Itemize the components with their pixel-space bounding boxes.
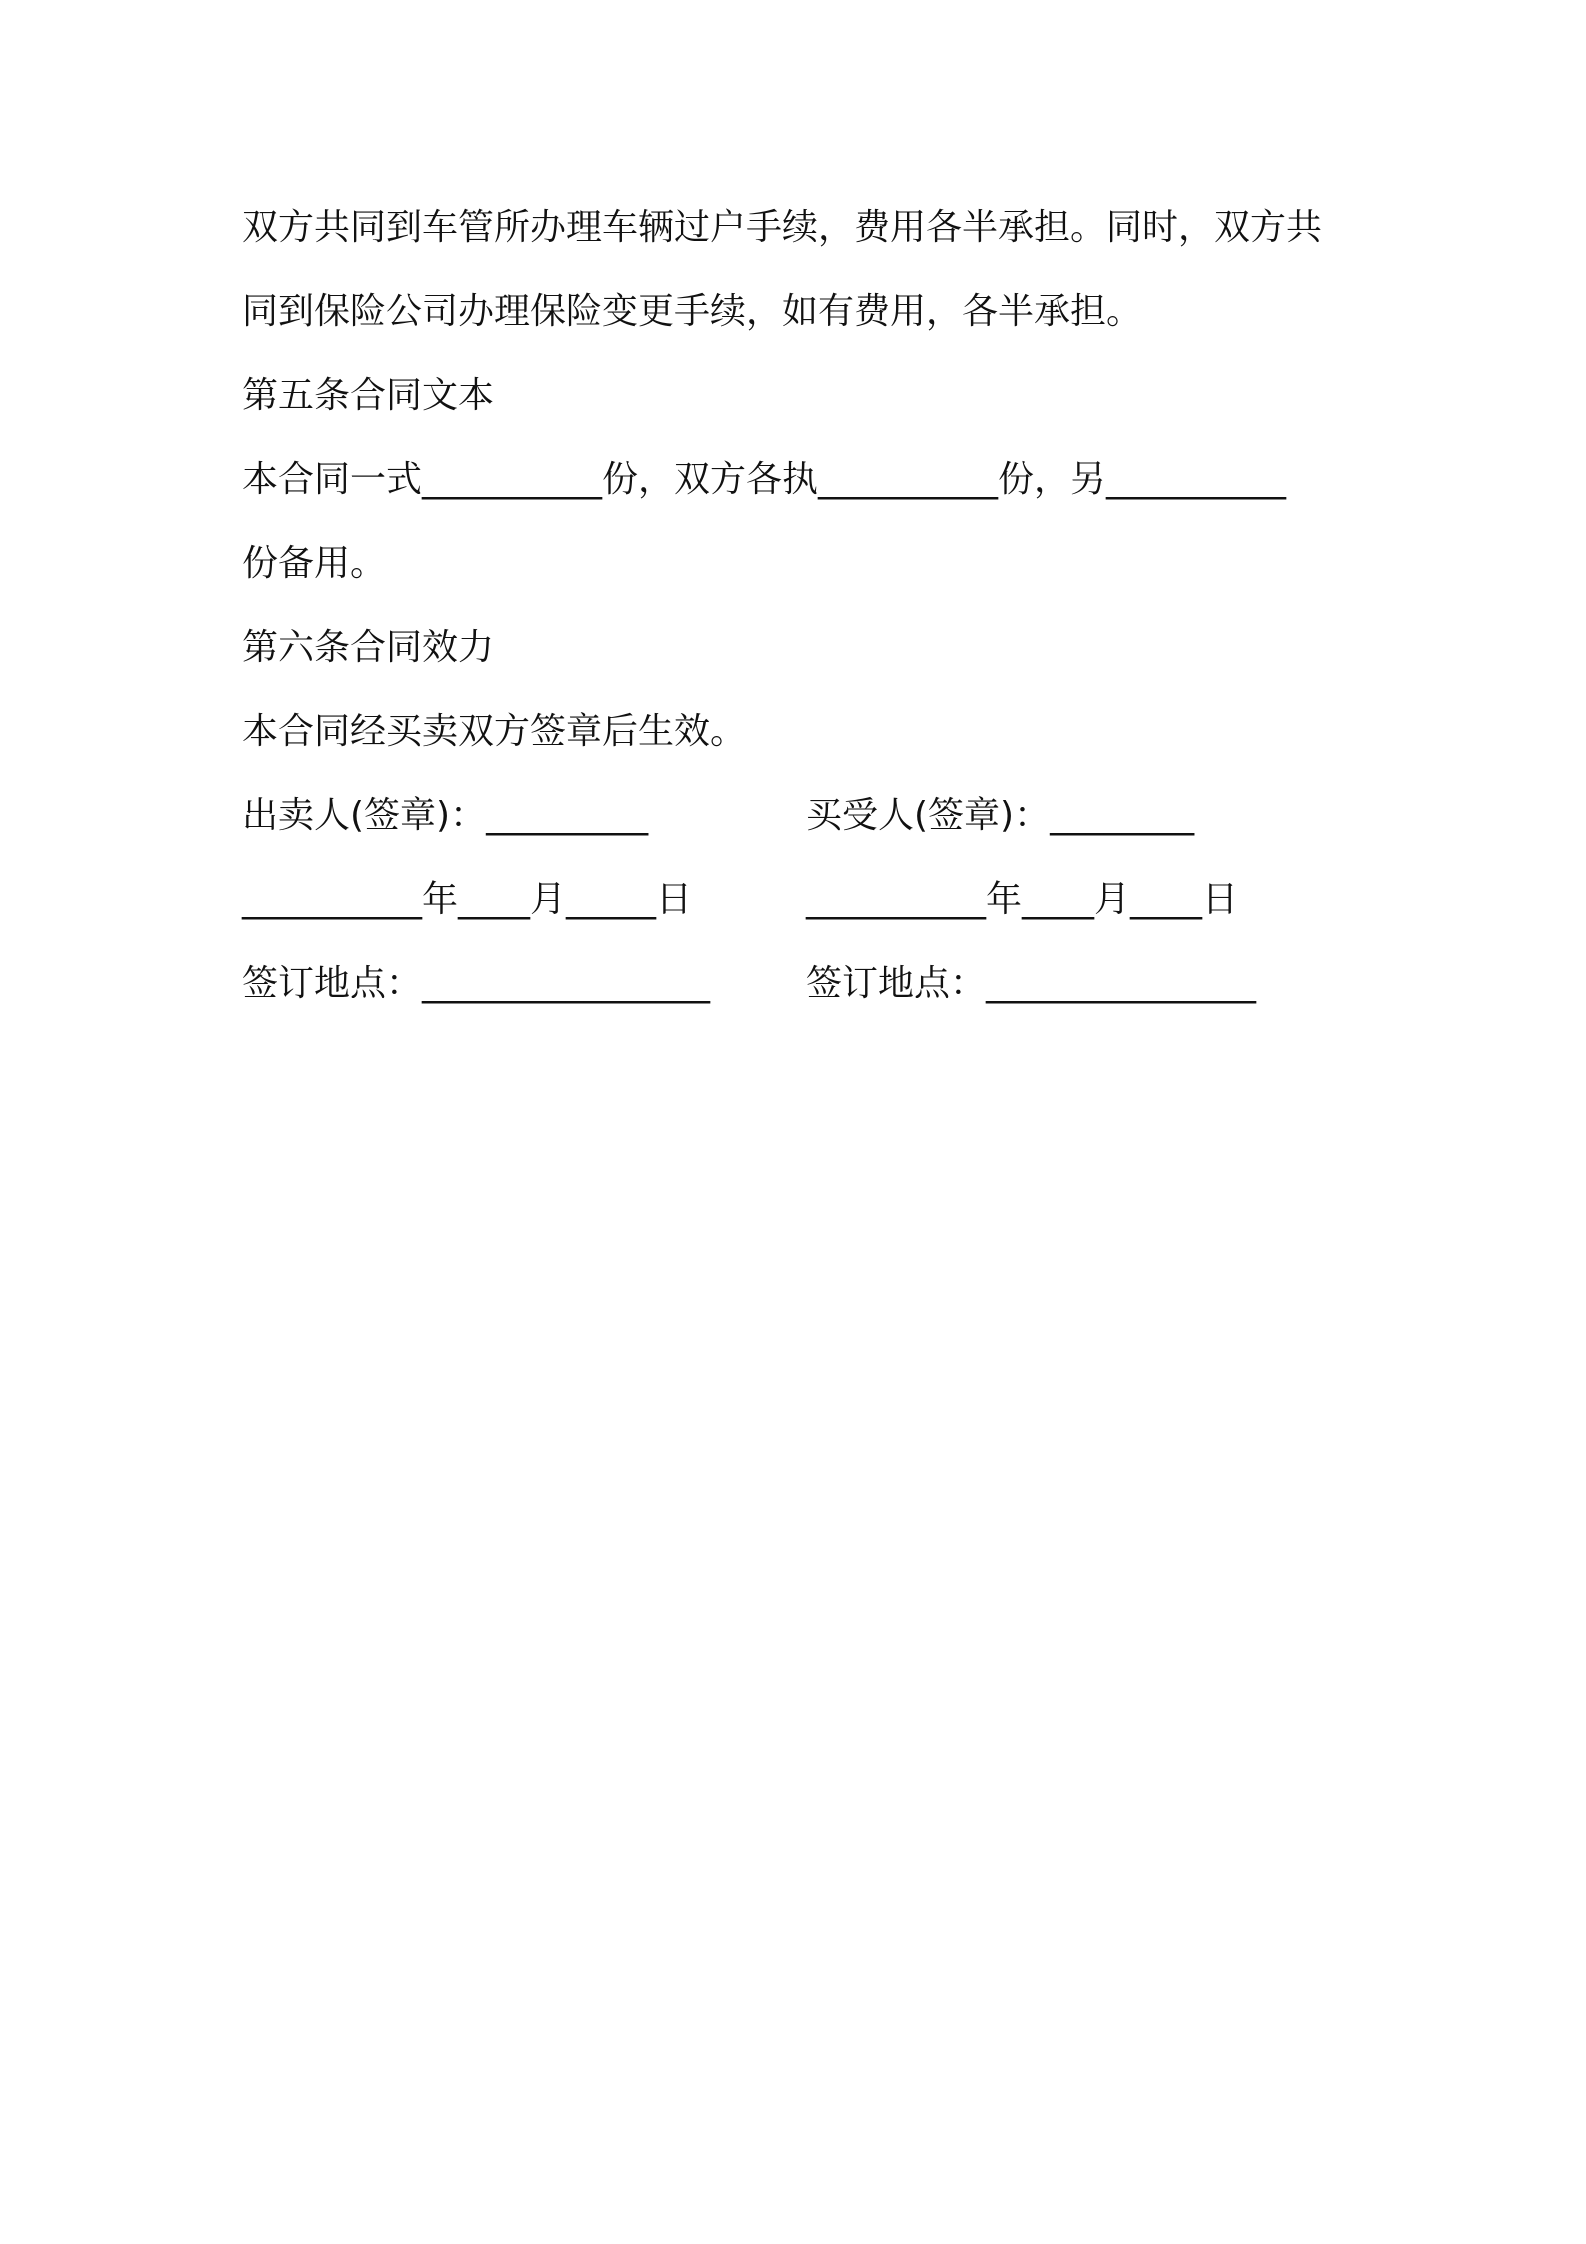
paragraph-line: 份备用。 (242, 543, 387, 584)
paragraph-line: 双方共同到车管所办理车辆过户手续，费用各半承担。同时，双方共 (242, 207, 1323, 248)
seller-date: __________年____月_____日 (242, 879, 692, 920)
paragraph-line: 同到保险公司办理保险变更手续，如有费用，各半承担。 (242, 291, 1143, 332)
buyer-place: 签订地点：_______________ (806, 963, 1257, 1004)
section-heading: 第五条合同文本 (242, 375, 495, 416)
seller-signature: 出卖人(签章)：_________ (242, 795, 649, 836)
buyer-date: __________年____月____日 (806, 879, 1238, 920)
buyer-signature: 买受人(签章)：________ (806, 795, 1195, 836)
section-heading: 第六条合同效力 (242, 627, 495, 668)
seller-place: 签订地点：________________ (242, 963, 711, 1004)
paragraph-line: 本合同一式__________份，双方各执__________份，另__________ (242, 459, 1287, 500)
paragraph-line: 本合同经买卖双方签章后生效。 (242, 711, 747, 752)
